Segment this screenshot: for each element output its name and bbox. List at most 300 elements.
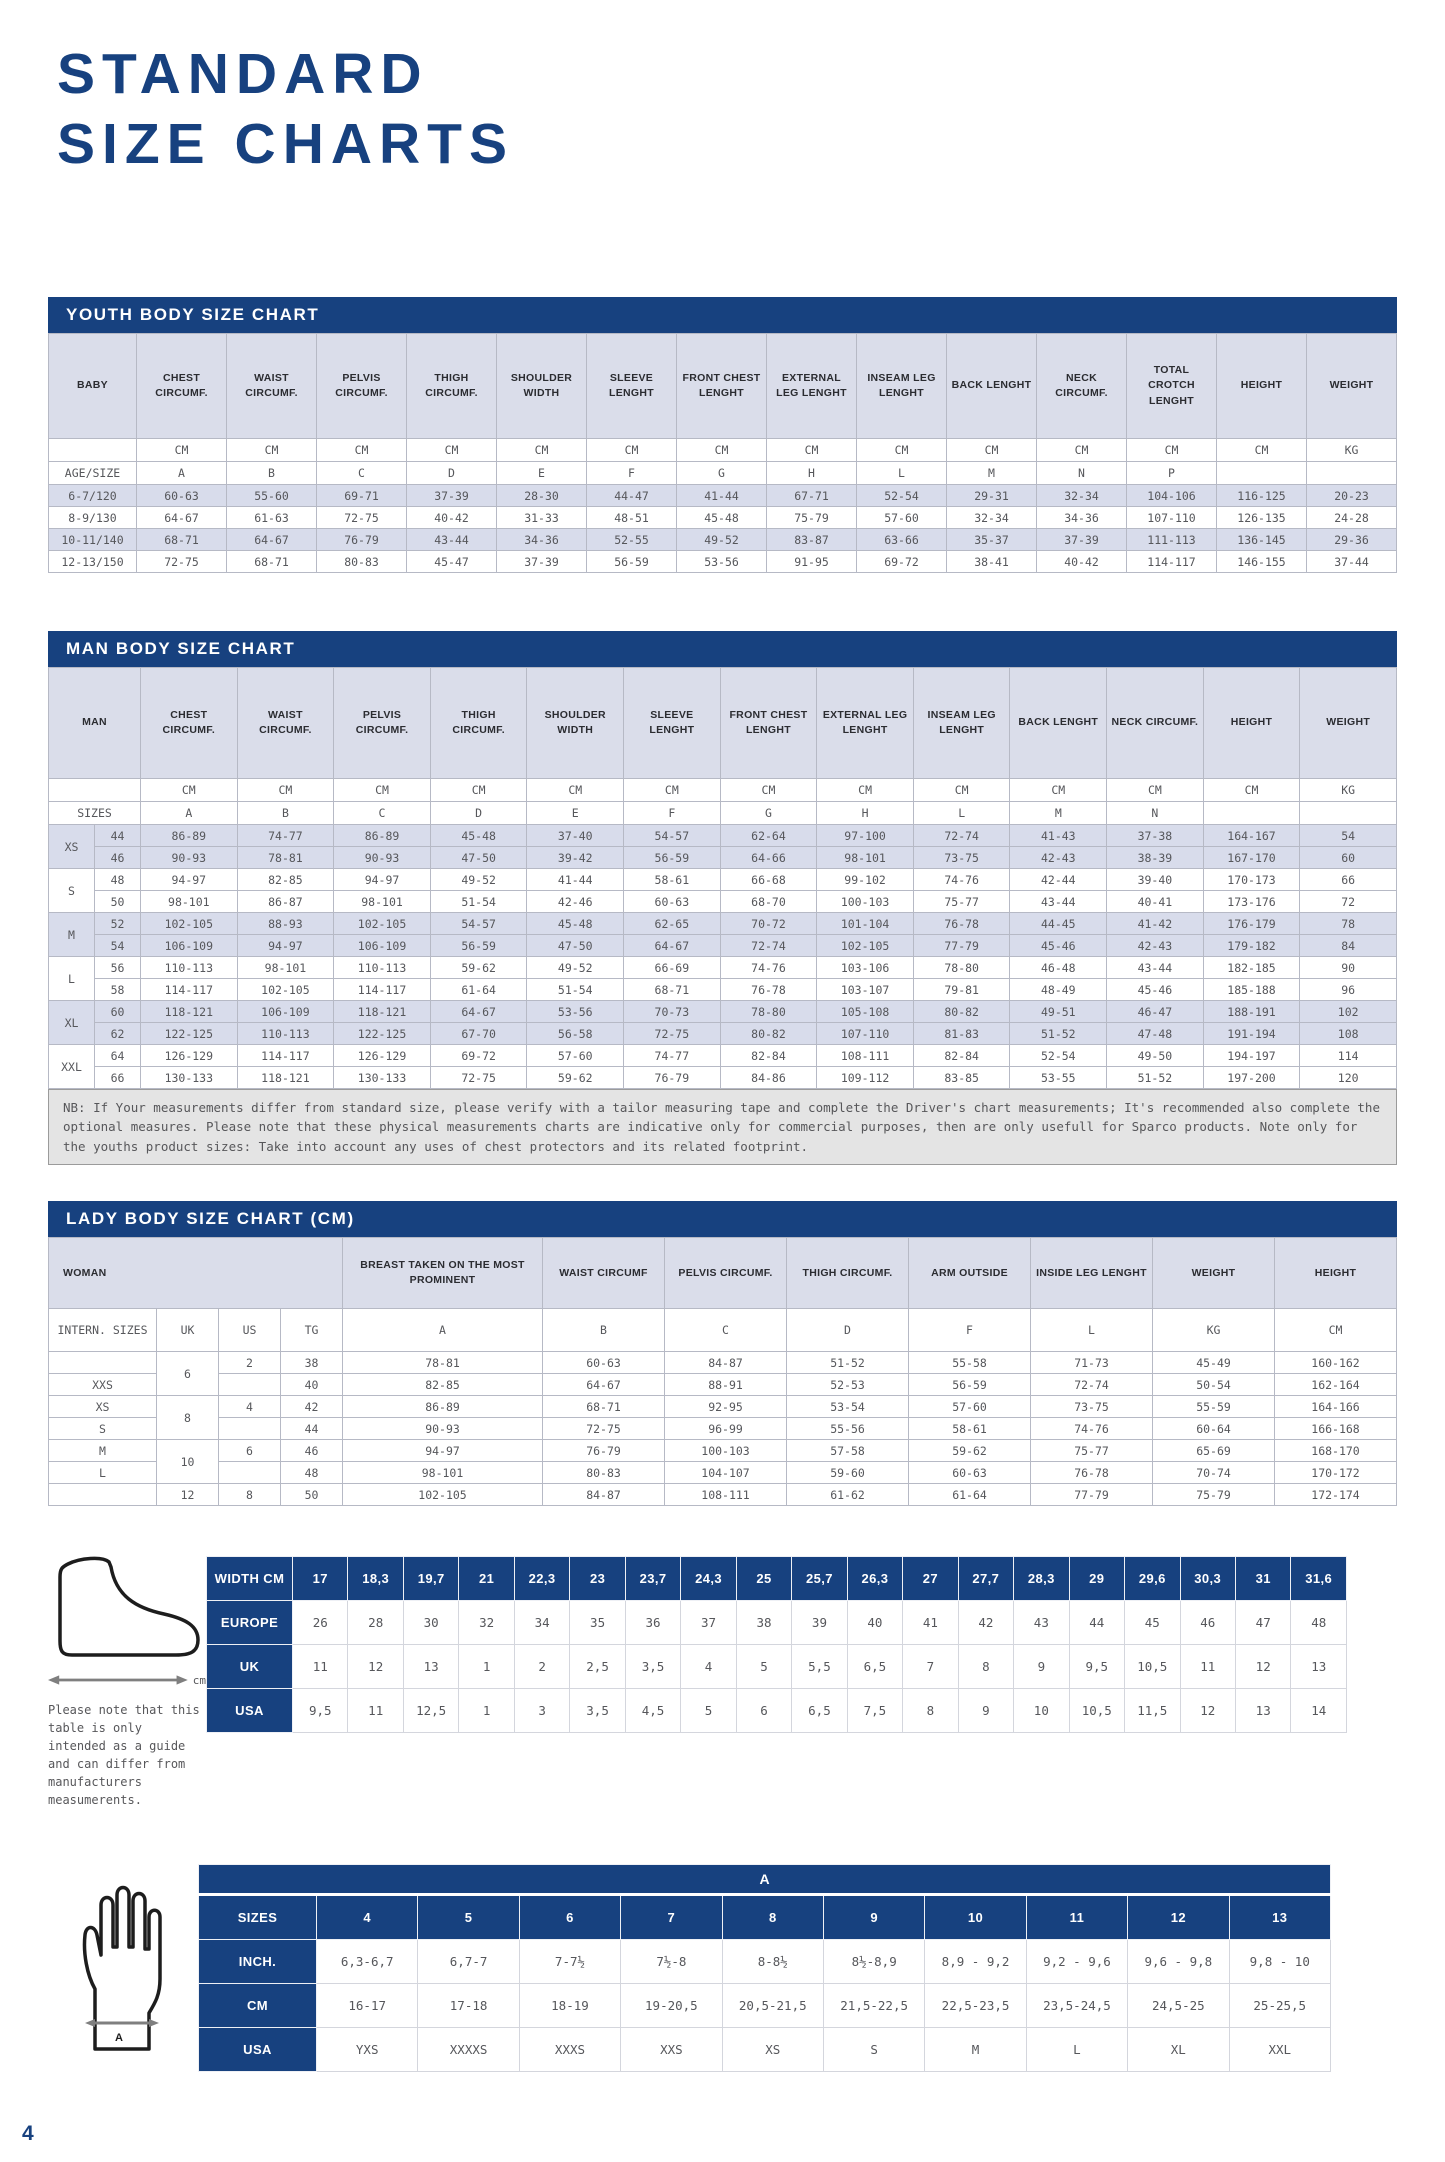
- table-cell: 59-60: [787, 1462, 909, 1484]
- table-cell: 6-7/120: [49, 485, 137, 507]
- table-cell: 42-44: [1010, 869, 1107, 891]
- table-cell: THIGH CIRCUMF.: [787, 1238, 909, 1309]
- table-cell: 197-200: [1203, 1067, 1300, 1089]
- table-cell: 23,7: [625, 1557, 680, 1601]
- table-cell: 84: [1300, 935, 1397, 957]
- table-cell: 36: [625, 1601, 680, 1645]
- table-cell: 5,5: [792, 1645, 847, 1689]
- table-cell: 43-44: [1010, 891, 1107, 913]
- table-cell: 48: [95, 869, 141, 891]
- table-cell: 75-77: [1031, 1440, 1153, 1462]
- table-cell: 32-34: [947, 507, 1037, 529]
- table-cell: 64-67: [430, 1001, 527, 1023]
- table-cell: B: [543, 1309, 665, 1352]
- table-cell: 60-63: [909, 1462, 1031, 1484]
- table-row: [49, 1440, 1397, 1462]
- table-cell: 72-75: [137, 551, 227, 573]
- table-cell: SLEEVE LENGHT: [624, 668, 721, 779]
- table-row: [199, 2028, 1331, 2072]
- table-cell: 102-105: [237, 979, 334, 1001]
- table-cell: F: [909, 1309, 1031, 1352]
- table-cell: 100-103: [817, 891, 914, 913]
- table-cell: 9,5: [293, 1689, 348, 1733]
- table-cell: XXXS: [519, 2028, 620, 2072]
- table-cell: CM: [527, 779, 624, 802]
- table-row: [199, 1865, 1331, 1895]
- table-cell: 5: [736, 1645, 791, 1689]
- table-cell: A: [343, 1309, 543, 1352]
- table-cell: CM: [817, 779, 914, 802]
- table-cell: 69-72: [430, 1045, 527, 1067]
- table-cell: AGE/SIZE: [49, 462, 137, 485]
- table-cell: 106-109: [141, 935, 238, 957]
- table-cell: XS: [722, 2028, 823, 2072]
- table-cell: 46: [1180, 1601, 1235, 1645]
- table-cell: XXS: [49, 1374, 157, 1396]
- table-cell: WIDTH CM: [207, 1557, 293, 1601]
- table-cell: 6: [157, 1352, 219, 1396]
- table-cell: 31,6: [1291, 1557, 1347, 1601]
- table-cell: 14: [1291, 1689, 1347, 1733]
- table-cell: 53-54: [787, 1396, 909, 1418]
- table-cell: 54: [95, 935, 141, 957]
- table-cell: 72-75: [624, 1023, 721, 1045]
- table-cell: 179-182: [1203, 935, 1300, 957]
- table-cell: INSEAM LEG LENGHT: [857, 334, 947, 439]
- table-cell: 31-33: [497, 507, 587, 529]
- table-cell: 62: [95, 1023, 141, 1045]
- table-cell: HEIGHT: [1217, 334, 1307, 439]
- table-cell: 51-52: [1010, 1023, 1107, 1045]
- table-cell: 27,7: [958, 1557, 1013, 1601]
- table-cell: 29-36: [1307, 529, 1397, 551]
- table-cell: 103-106: [817, 957, 914, 979]
- table-cell: 90-93: [141, 847, 238, 869]
- table-cell: FRONT CHEST LENGHT: [720, 668, 817, 779]
- table-cell: 84-87: [665, 1352, 787, 1374]
- table-cell: PELVIS CIRCUMF.: [665, 1238, 787, 1309]
- table-cell: 82-84: [720, 1045, 817, 1067]
- table-cell: 72-75: [317, 507, 407, 529]
- table-cell: 59-62: [430, 957, 527, 979]
- table-cell: 6,5: [792, 1689, 847, 1733]
- shoe-icon: [48, 1556, 206, 1668]
- table-cell: 13: [1235, 1689, 1290, 1733]
- table-row: [49, 439, 1397, 462]
- table-cell: CM: [1107, 779, 1204, 802]
- table-cell: 57-60: [527, 1045, 624, 1067]
- table-cell: 126-129: [141, 1045, 238, 1067]
- table-cell: A: [137, 462, 227, 485]
- table-cell: 10,5: [1125, 1645, 1180, 1689]
- table-cell: 27: [903, 1557, 958, 1601]
- table-cell: 28,3: [1014, 1557, 1069, 1601]
- table-cell: 12: [157, 1484, 219, 1506]
- table-cell: 49-50: [1107, 1045, 1204, 1067]
- table-cell: 3,5: [570, 1689, 625, 1733]
- table-cell: CM: [1275, 1309, 1397, 1352]
- table-cell: 63-66: [857, 529, 947, 551]
- table-cell: 75-79: [1153, 1484, 1275, 1506]
- table-cell: C: [317, 462, 407, 485]
- table-cell: 176-179: [1203, 913, 1300, 935]
- table-cell: 74-76: [720, 957, 817, 979]
- table-cell: CM: [947, 439, 1037, 462]
- table-cell: ARM OUTSIDE: [909, 1238, 1031, 1309]
- table-cell: 56: [95, 957, 141, 979]
- table-cell: 104-106: [1127, 485, 1217, 507]
- table-cell: 12-13/150: [49, 551, 137, 573]
- table-cell: 38-39: [1107, 847, 1204, 869]
- shoe-illustration: [48, 1556, 206, 1809]
- table-cell: 114: [1300, 1045, 1397, 1067]
- table-cell: 12: [1235, 1645, 1290, 1689]
- table-cell: 53-56: [677, 551, 767, 573]
- table-cell: 70-73: [624, 1001, 721, 1023]
- table-cell: 114-117: [1127, 551, 1217, 573]
- table-cell: 8: [722, 1895, 823, 1940]
- table-cell: 6,5: [847, 1645, 902, 1689]
- table-cell: CM: [317, 439, 407, 462]
- table-cell: 26,3: [847, 1557, 902, 1601]
- table-cell: KG: [1153, 1309, 1275, 1352]
- table-cell: 32-34: [1037, 485, 1127, 507]
- table-cell: 26: [293, 1601, 348, 1645]
- table-cell: 7,5: [847, 1689, 902, 1733]
- table-cell: US: [219, 1309, 281, 1352]
- table-cell: H: [767, 462, 857, 485]
- table-cell: 54-57: [624, 825, 721, 847]
- table-cell: [1307, 462, 1397, 485]
- table-cell: 80-82: [913, 1001, 1010, 1023]
- table-cell: XXXXS: [418, 2028, 519, 2072]
- table-cell: 114-117: [334, 979, 431, 1001]
- shoe-table-note: Please note that this table is only intended as a guide and can differ from manufacturers measumerents.: [48, 1703, 200, 1808]
- table-cell: 92-95: [665, 1396, 787, 1418]
- table-cell: 30: [403, 1601, 458, 1645]
- table-cell: USA: [199, 2028, 317, 2072]
- table-cell: 72: [1300, 891, 1397, 913]
- table-cell: CM: [1203, 779, 1300, 802]
- table-cell: 44-47: [587, 485, 677, 507]
- table-cell: 52-55: [587, 529, 677, 551]
- table-cell: F: [624, 802, 721, 825]
- table-cell: 182-185: [1203, 957, 1300, 979]
- table-cell: 101-104: [817, 913, 914, 935]
- table-cell: 61-64: [430, 979, 527, 1001]
- table-row: [207, 1689, 1347, 1733]
- man-chart-note: NB: If Your measurements differ from standard size, please verify with a tailor measuring tape and complete the Driver's chart measurements; It's recommended also complete the optional measures. Please note that these physical measurements charts are indicative only for commercial purposes, then are only usefull for Sparco products. Note only for the youths product sizes: Take into account any uses of chest protectors and its related footprint.: [48, 1089, 1397, 1165]
- table-cell: 72-75: [543, 1418, 665, 1440]
- table-cell: 66: [1300, 869, 1397, 891]
- table-cell: 94-97: [343, 1440, 543, 1462]
- shoe-width-arrow: [48, 1673, 206, 1687]
- table-cell: 67-70: [430, 1023, 527, 1045]
- table-cell: 94-97: [334, 869, 431, 891]
- table-cell: 31: [1235, 1557, 1290, 1601]
- table-cell: 6: [519, 1895, 620, 1940]
- table-row: [49, 935, 1397, 957]
- table-cell: 11,5: [1125, 1689, 1180, 1733]
- table-cell: 100-103: [665, 1440, 787, 1462]
- table-cell: 61-62: [787, 1484, 909, 1506]
- table-cell: 172-174: [1275, 1484, 1397, 1506]
- table-cell: 9,2 - 9,6: [1026, 1940, 1127, 1984]
- youth-chart-section: [48, 297, 1397, 573]
- table-cell: L: [1026, 2028, 1127, 2072]
- glove-size-table: [198, 1864, 1331, 2072]
- table-cell: 56-59: [624, 847, 721, 869]
- table-cell: [219, 1462, 281, 1484]
- table-cell: 77-79: [913, 935, 1010, 957]
- table-cell: HEIGHT: [1275, 1238, 1397, 1309]
- table-cell: 76-78: [913, 913, 1010, 935]
- table-cell: 21,5-22,5: [823, 1984, 924, 2028]
- table-cell: 60-63: [543, 1352, 665, 1374]
- table-cell: 17-18: [418, 1984, 519, 2028]
- table-cell: 118-121: [141, 1001, 238, 1023]
- table-cell: 66-69: [624, 957, 721, 979]
- table-cell: 76-79: [543, 1440, 665, 1462]
- table-row: [49, 802, 1397, 825]
- table-cell: 105-108: [817, 1001, 914, 1023]
- table-cell: 67-71: [767, 485, 857, 507]
- table-cell: 6: [219, 1440, 281, 1462]
- table-cell: 72-74: [913, 825, 1010, 847]
- double-arrow-icon: [48, 1673, 188, 1687]
- table-cell: 21: [459, 1557, 514, 1601]
- table-cell: 51-54: [430, 891, 527, 913]
- table-cell: [49, 1352, 157, 1374]
- table-cell: 44: [1069, 1601, 1124, 1645]
- table-cell: 9: [823, 1895, 924, 1940]
- table-cell: 41: [903, 1601, 958, 1645]
- table-cell: 90: [1300, 957, 1397, 979]
- table-row: [49, 1001, 1397, 1023]
- table-cell: WAIST CIRCUMF.: [227, 334, 317, 439]
- table-cell: 11: [348, 1689, 403, 1733]
- table-cell: L: [1031, 1309, 1153, 1352]
- table-cell: 60-64: [1153, 1418, 1275, 1440]
- table-cell: SIZES: [199, 1895, 317, 1940]
- table-cell: M: [49, 913, 95, 957]
- table-cell: 83-87: [767, 529, 857, 551]
- table-cell: 9: [958, 1689, 1013, 1733]
- table-cell: 34-36: [497, 529, 587, 551]
- table-row: [207, 1601, 1347, 1645]
- page-title-line2: SIZE CHARTS: [57, 111, 515, 176]
- table-cell: 108: [1300, 1023, 1397, 1045]
- table-cell: 55-59: [1153, 1396, 1275, 1418]
- table-cell: 12: [1180, 1689, 1235, 1733]
- table-cell: CM: [137, 439, 227, 462]
- table-cell: 80-83: [543, 1462, 665, 1484]
- table-row: [49, 779, 1397, 802]
- table-cell: EXTERNAL LEG LENGHT: [767, 334, 857, 439]
- table-cell: L: [49, 1462, 157, 1484]
- table-cell: 64-66: [720, 847, 817, 869]
- table-cell: 98-101: [817, 847, 914, 869]
- table-cell: B: [227, 462, 317, 485]
- table-cell: 8,9 - 9,2: [925, 1940, 1026, 1984]
- table-cell: 94-97: [141, 869, 238, 891]
- table-cell: 98-101: [237, 957, 334, 979]
- table-cell: 12,5: [403, 1689, 458, 1733]
- table-cell: 173-176: [1203, 891, 1300, 913]
- table-cell: CM: [1037, 439, 1127, 462]
- table-cell: 58-61: [624, 869, 721, 891]
- table-cell: 110-113: [237, 1023, 334, 1045]
- table-cell: 60-63: [624, 891, 721, 913]
- table-cell: NECK CIRCUMF.: [1107, 668, 1204, 779]
- table-cell: 45-47: [407, 551, 497, 573]
- table-cell: A: [199, 1865, 1331, 1895]
- table-cell: 62-65: [624, 913, 721, 935]
- table-row: [49, 1067, 1397, 1089]
- table-cell: 19,7: [403, 1557, 458, 1601]
- table-cell: 130-133: [141, 1067, 238, 1089]
- table-cell: 42-46: [527, 891, 624, 913]
- table-cell: 40-42: [1037, 551, 1127, 573]
- table-cell: 114-117: [141, 979, 238, 1001]
- table-cell: CM: [767, 439, 857, 462]
- cm-unit-label: cm: [192, 1673, 206, 1687]
- table-cell: 52-54: [1010, 1045, 1107, 1067]
- lady-chart-title: LADY BODY SIZE CHART (CM): [48, 1201, 1397, 1237]
- table-cell: 50-54: [1153, 1374, 1275, 1396]
- table-cell: 42: [958, 1601, 1013, 1645]
- table-cell: KG: [1307, 439, 1397, 462]
- table-cell: THIGH CIRCUMF.: [407, 334, 497, 439]
- table-cell: MAN: [49, 668, 141, 779]
- table-cell: 110-113: [141, 957, 238, 979]
- table-cell: 98-101: [343, 1462, 543, 1484]
- table-cell: 106-109: [334, 935, 431, 957]
- table-cell: PELVIS CIRCUMF.: [317, 334, 407, 439]
- table-cell: 34: [514, 1601, 569, 1645]
- table-cell: 99-102: [817, 869, 914, 891]
- table-cell: 18-19: [519, 1984, 620, 2028]
- table-cell: 40: [847, 1601, 902, 1645]
- table-cell: 90-93: [343, 1418, 543, 1440]
- table-cell: H: [817, 802, 914, 825]
- table-cell: 98-101: [141, 891, 238, 913]
- table-cell: 78: [1300, 913, 1397, 935]
- table-cell: 24,3: [681, 1557, 736, 1601]
- table-cell: L: [857, 462, 947, 485]
- table-cell: 167-170: [1203, 847, 1300, 869]
- table-cell: 55-56: [787, 1418, 909, 1440]
- table-cell: 166-168: [1275, 1418, 1397, 1440]
- table-cell: 42-43: [1107, 935, 1204, 957]
- table-cell: 19-20,5: [621, 1984, 722, 2028]
- table-cell: D: [407, 462, 497, 485]
- table-cell: CM: [720, 779, 817, 802]
- page-number: 4: [22, 2122, 34, 2145]
- table-cell: 20-23: [1307, 485, 1397, 507]
- table-cell: CM: [430, 779, 527, 802]
- table-cell: 3: [514, 1689, 569, 1733]
- table-cell: 96-99: [665, 1418, 787, 1440]
- table-cell: XL: [1128, 2028, 1229, 2072]
- table-cell: 82-85: [343, 1374, 543, 1396]
- table-cell: 16-17: [317, 1984, 418, 2028]
- table-cell: 80-83: [317, 551, 407, 573]
- table-cell: 5: [418, 1895, 519, 1940]
- table-row: [199, 1895, 1331, 1940]
- table-cell: 60-63: [137, 485, 227, 507]
- table-cell: XXL: [1229, 2028, 1330, 2072]
- table-cell: CM: [587, 439, 677, 462]
- table-cell: 53-55: [1010, 1067, 1107, 1089]
- table-cell: BACK LENGHT: [1010, 668, 1107, 779]
- table-cell: 52-53: [787, 1374, 909, 1396]
- table-cell: 109-112: [817, 1067, 914, 1089]
- table-cell: 8: [958, 1645, 1013, 1689]
- table-cell: P: [1127, 462, 1217, 485]
- table-cell: 103-107: [817, 979, 914, 1001]
- table-cell: XL: [49, 1001, 95, 1045]
- table-cell: [1217, 462, 1307, 485]
- table-cell: 9,5: [1069, 1645, 1124, 1689]
- table-cell: 39: [792, 1601, 847, 1645]
- table-cell: 10-11/140: [49, 529, 137, 551]
- table-cell: WEIGHT: [1300, 668, 1397, 779]
- table-cell: 70-72: [720, 913, 817, 935]
- table-cell: 37-39: [497, 551, 587, 573]
- table-cell: 39-40: [1107, 869, 1204, 891]
- table-cell: CM: [624, 779, 721, 802]
- table-cell: 47-50: [527, 935, 624, 957]
- page-title: [57, 40, 1445, 179]
- table-row: [49, 891, 1397, 913]
- table-cell: G: [720, 802, 817, 825]
- table-cell: CM: [237, 779, 334, 802]
- table-cell: [49, 779, 141, 802]
- table-cell: 23,5-24,5: [1026, 1984, 1127, 2028]
- table-cell: CM: [677, 439, 767, 462]
- table-cell: N: [1037, 462, 1127, 485]
- table-cell: 25,7: [792, 1557, 847, 1601]
- table-cell: [219, 1374, 281, 1396]
- table-cell: 45-48: [430, 825, 527, 847]
- table-cell: CM: [1010, 779, 1107, 802]
- table-cell: 35-37: [947, 529, 1037, 551]
- table-cell: 12: [1128, 1895, 1229, 1940]
- table-cell: 10: [925, 1895, 1026, 1940]
- table-row: [49, 979, 1397, 1001]
- table-cell: E: [497, 462, 587, 485]
- table-cell: 42-43: [1010, 847, 1107, 869]
- table-cell: CHEST CIRCUMF.: [141, 668, 238, 779]
- table-cell: 37-44: [1307, 551, 1397, 573]
- table-cell: 107-110: [817, 1023, 914, 1045]
- table-cell: 102-105: [141, 913, 238, 935]
- table-cell: 64: [95, 1045, 141, 1067]
- table-cell: [219, 1418, 281, 1440]
- table-cell: CM: [857, 439, 947, 462]
- table-cell: L: [49, 957, 95, 1001]
- table-cell: 194-197: [1203, 1045, 1300, 1067]
- table-row: [49, 462, 1397, 485]
- table-cell: 48-51: [587, 507, 677, 529]
- table-cell: 47-50: [430, 847, 527, 869]
- table-cell: 88-93: [237, 913, 334, 935]
- table-cell: 108-111: [665, 1484, 787, 1506]
- table-cell: 38-41: [947, 551, 1037, 573]
- table-cell: INSIDE LEG LENGHT: [1031, 1238, 1153, 1309]
- lady-table-body: [49, 1238, 1397, 1506]
